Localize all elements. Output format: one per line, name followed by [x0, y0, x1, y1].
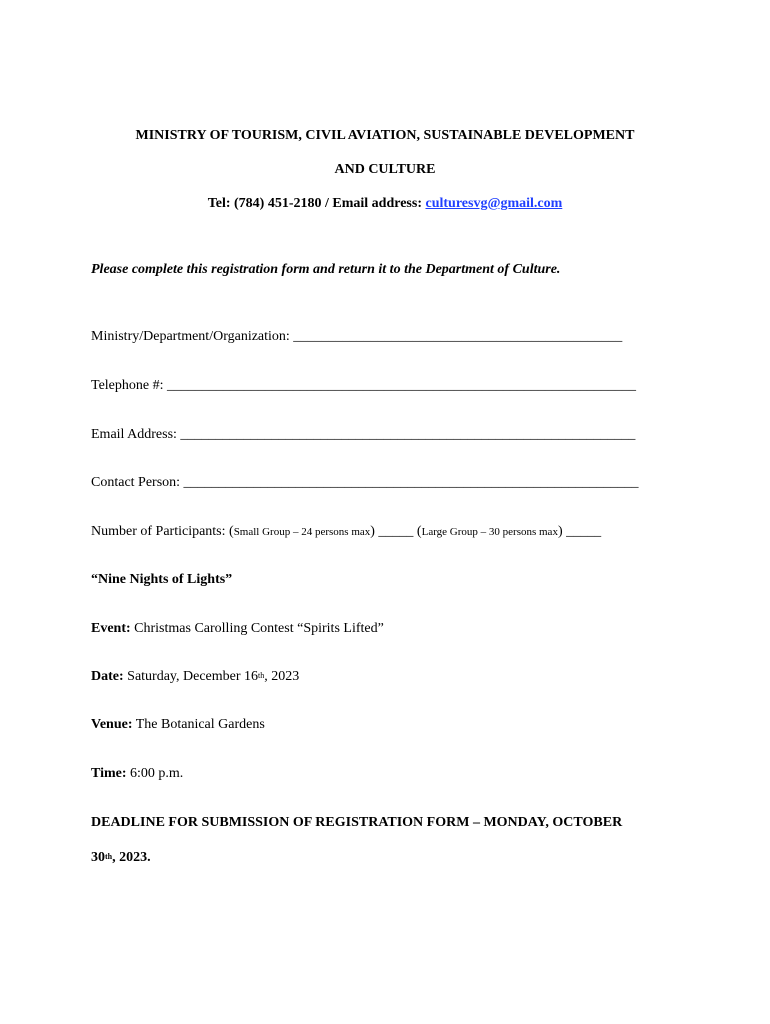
date-line — [91, 668, 299, 686]
date-value-pre: Saturday, December 16 — [123, 669, 259, 684]
instruction-text: Please complete this registration form and return it to the Department of Culture. — [91, 262, 561, 277]
participants-field[interactable] — [91, 523, 601, 541]
deadline-sup: th — [105, 852, 113, 861]
date-value-post: , 2023 — [264, 669, 300, 684]
email-field[interactable]: Email Address: _________________________________________________________________ — [91, 427, 636, 442]
participants-end: ) _____ — [557, 524, 602, 539]
date-sup: th — [258, 671, 265, 680]
contact-person-field[interactable]: Contact Person: _________________________________________________________________ — [91, 475, 639, 490]
event-label: Event: — [91, 621, 131, 636]
ministry-title-line2: AND CULTURE — [334, 162, 436, 177]
email-link[interactable]: culturesvg@gmail.com — [425, 196, 563, 211]
contact-line — [0, 195, 770, 213]
contact-prefix: Tel: (784) 451-2180 / Email address: — [207, 196, 426, 211]
large-group-note: Large Group – 30 persons max — [421, 526, 558, 538]
participants-mid: ) _____ ( — [370, 524, 422, 539]
organization-field[interactable]: Ministry/Department/Organization: _______________________________________________ — [91, 329, 623, 344]
deadline-day: 30 — [91, 850, 105, 865]
event-theme: “Nine Nights of Lights” — [91, 572, 233, 587]
deadline-line2 — [91, 849, 151, 867]
deadline-line1: DEADLINE FOR SUBMISSION OF REGISTRATION FORM – MONDAY, OCTOBER — [91, 815, 623, 830]
event-line — [91, 620, 384, 638]
small-group-note: Small Group – 24 persons max — [233, 526, 371, 538]
time-line — [91, 765, 183, 783]
venue-label: Venue: — [91, 717, 133, 732]
venue-value: The Botanical Gardens — [132, 717, 265, 732]
time-label: Time: — [91, 766, 127, 781]
deadline-year: , 2023. — [112, 850, 151, 865]
time-value: 6:00 p.m. — [126, 766, 184, 781]
participants-label: Number of Participants: ( — [91, 524, 234, 539]
ministry-title-line1: MINISTRY OF TOURISM, CIVIL AVIATION, SUSTAINABLE DEVELOPMENT — [135, 128, 635, 143]
telephone-field[interactable]: Telephone #: ___________________________________________________________________ — [91, 378, 636, 393]
venue-line — [91, 716, 265, 734]
event-value: Christmas Carolling Contest “Spirits Lifted” — [130, 621, 384, 636]
date-label: Date: — [91, 669, 124, 684]
